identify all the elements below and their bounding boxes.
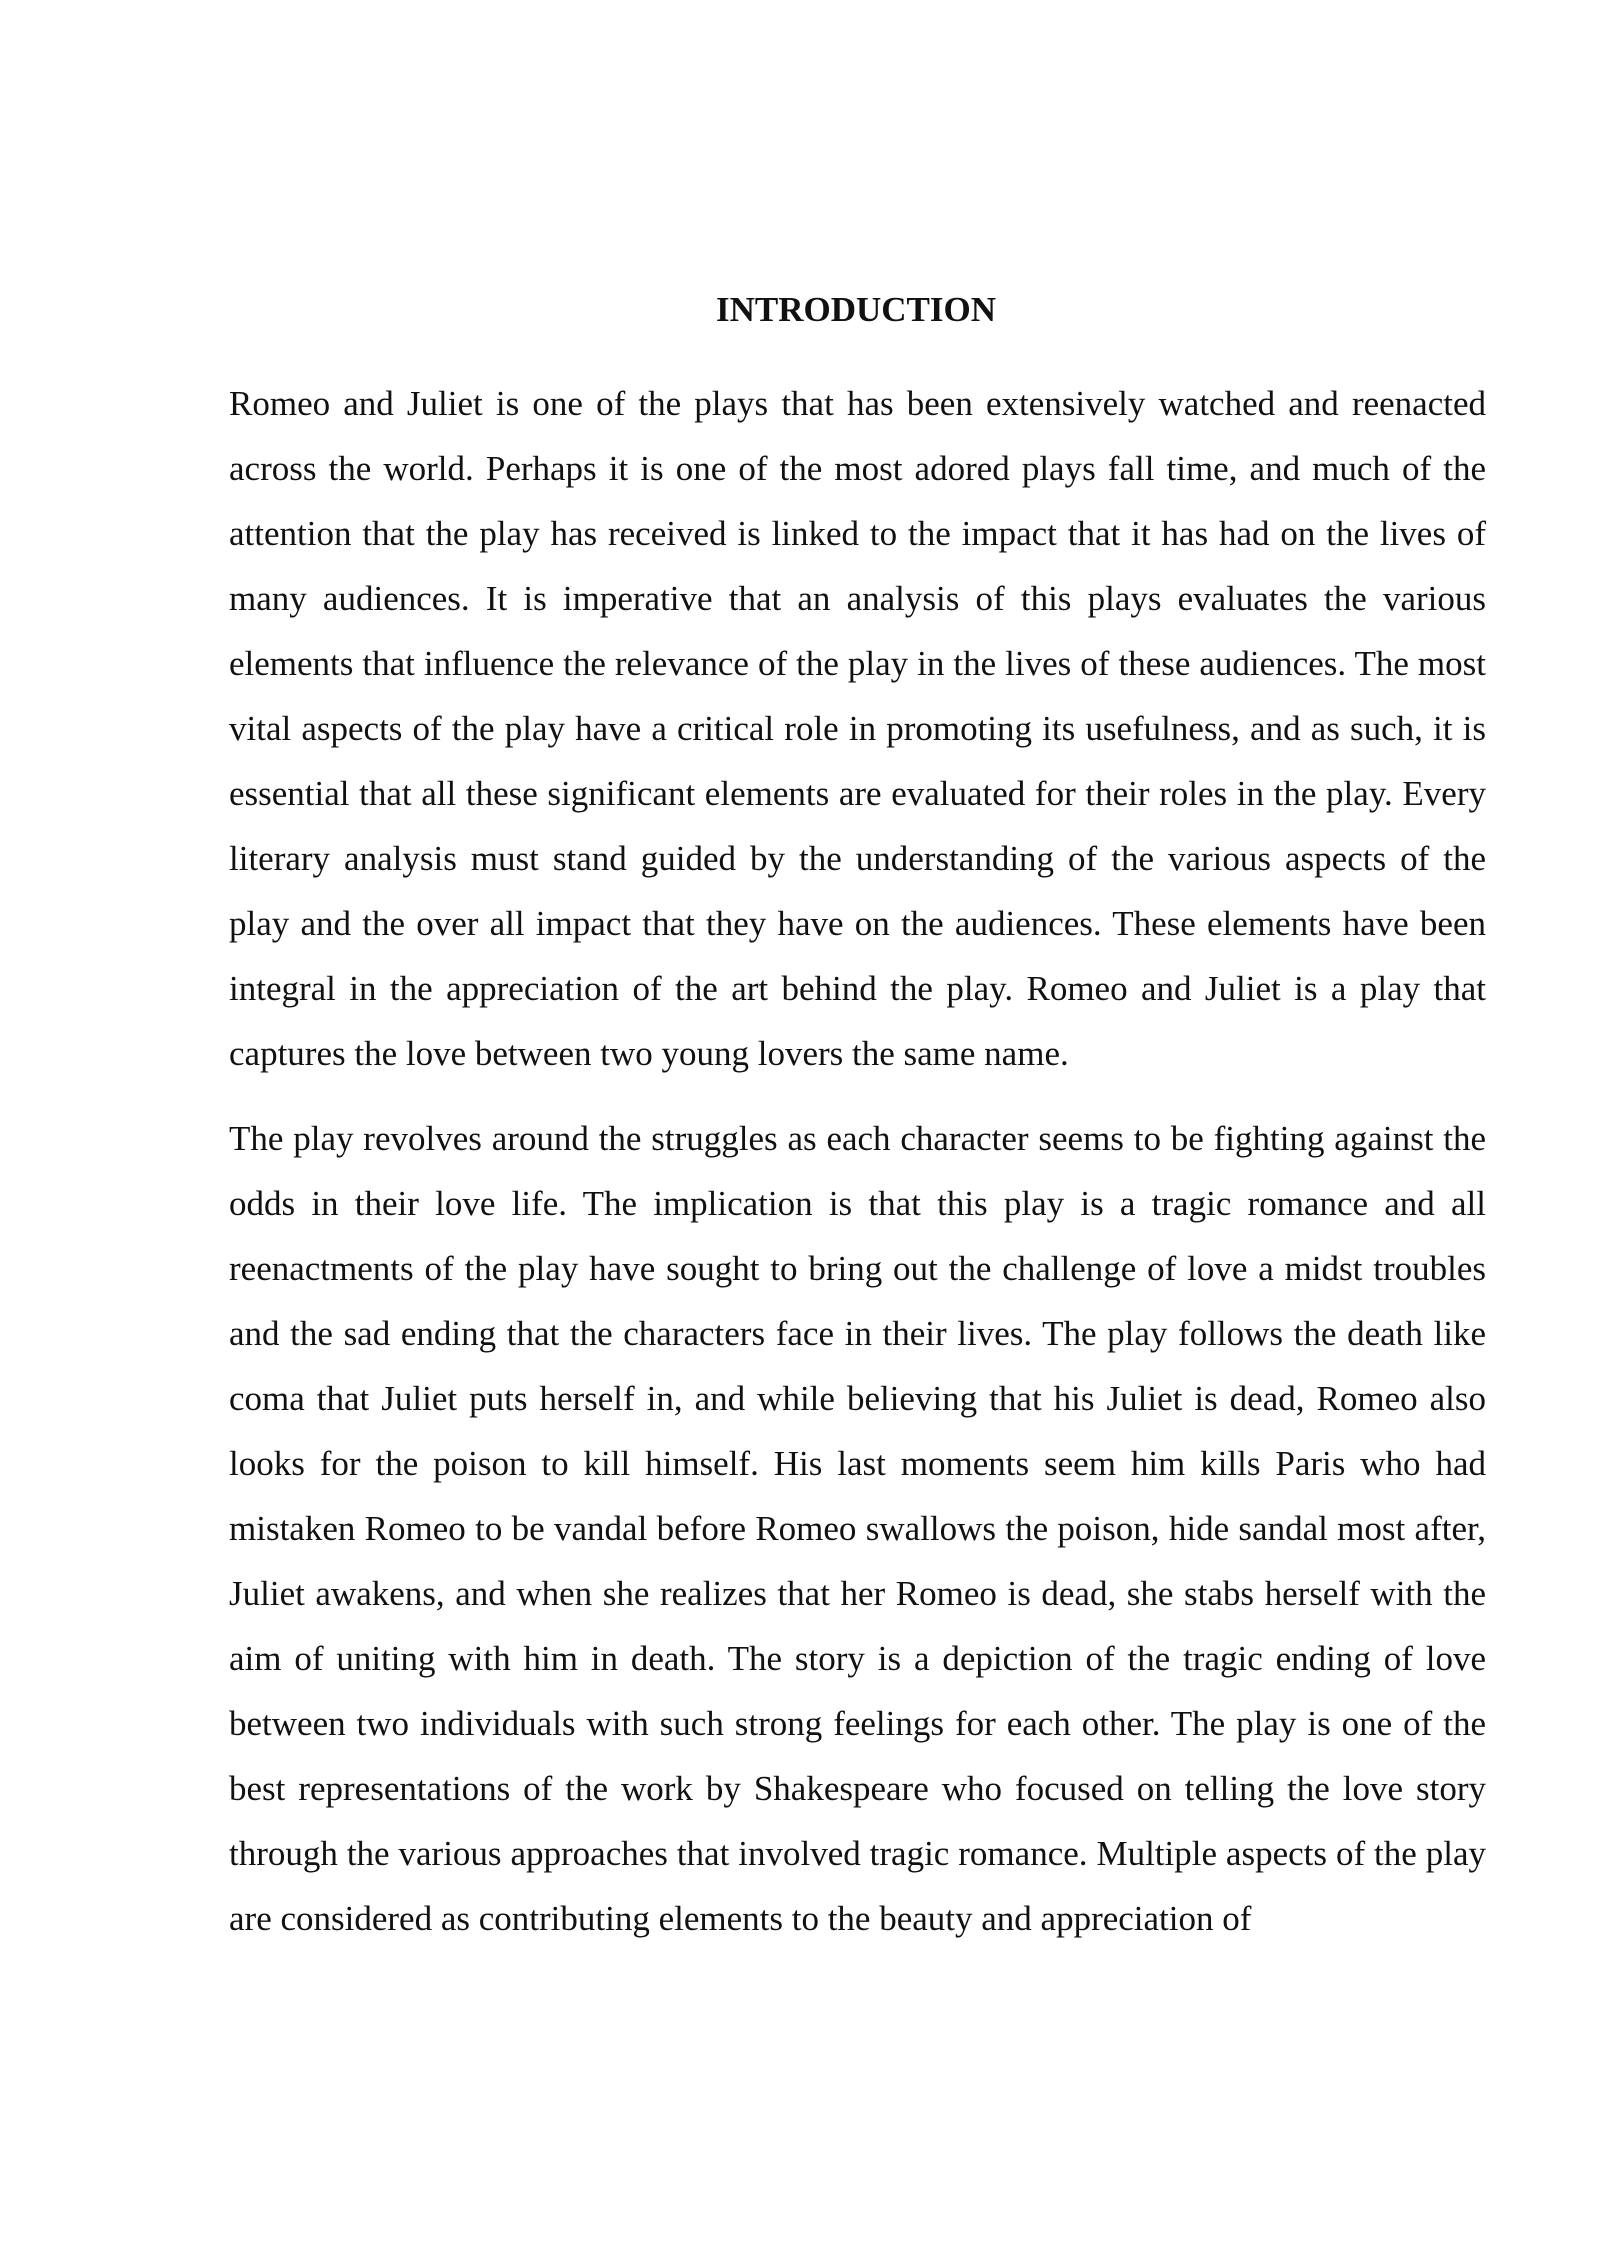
paragraph-1: Romeo and Juliet is one of the plays that has been extensively watched and reenacted across the world. Perhaps it is one of the most adored plays fall time, and much of the attention that the play has received is linked to the impact that it has had on the lives of many audiences. It is imperative that an analysis of this plays evaluates the various elements that influence the relevance of the play in the lives of these audiences. The most vital aspects of the play have a critical role in promoting its usefulness, and as such, it is essential that all these significant elements are evaluated for their roles in the play. Every literary analysis must stand guided by the understanding of the various aspects of the play and the over all impact that they have on the audiences. These elements have been integral in the appreciation of the art behind the play. Romeo and Juliet is a play that captures the love between two young lovers the same name.	[229, 384, 1486, 1073]
page-title: INTRODUCTION	[715, 290, 997, 329]
paragraph-2: The play revolves around the struggles as each character seems to be fighting against the odds in their love life. The implication is that this play is a tragic romance and all reenactments of the play have sought to bring out the challenge of love a midst troubles and the sad ending that the characters face in their lives. The play follows the death like coma that Juliet puts herself in, and while believing that his Juliet is dead, Romeo also looks for the poison to kill himself. His last moments seem him kills Paris who had mistaken Romeo to be vandal before Romeo swallows the poison, hide sandal most after, Juliet awakens, and when she realizes that her Romeo is dead, she stabs herself with the aim of uniting with him in death. The story is a depiction of the tragic ending of love between two individuals with such strong feelings for each other. The play is one of the best representations of the work by Shakespeare who focused on telling the love story through the various approaches that involved tragic romance. Multiple aspects of the play are considered as contributing elements to the beauty and appreciation of	[229, 1119, 1486, 1938]
document-body	[229, 371, 1486, 1951]
